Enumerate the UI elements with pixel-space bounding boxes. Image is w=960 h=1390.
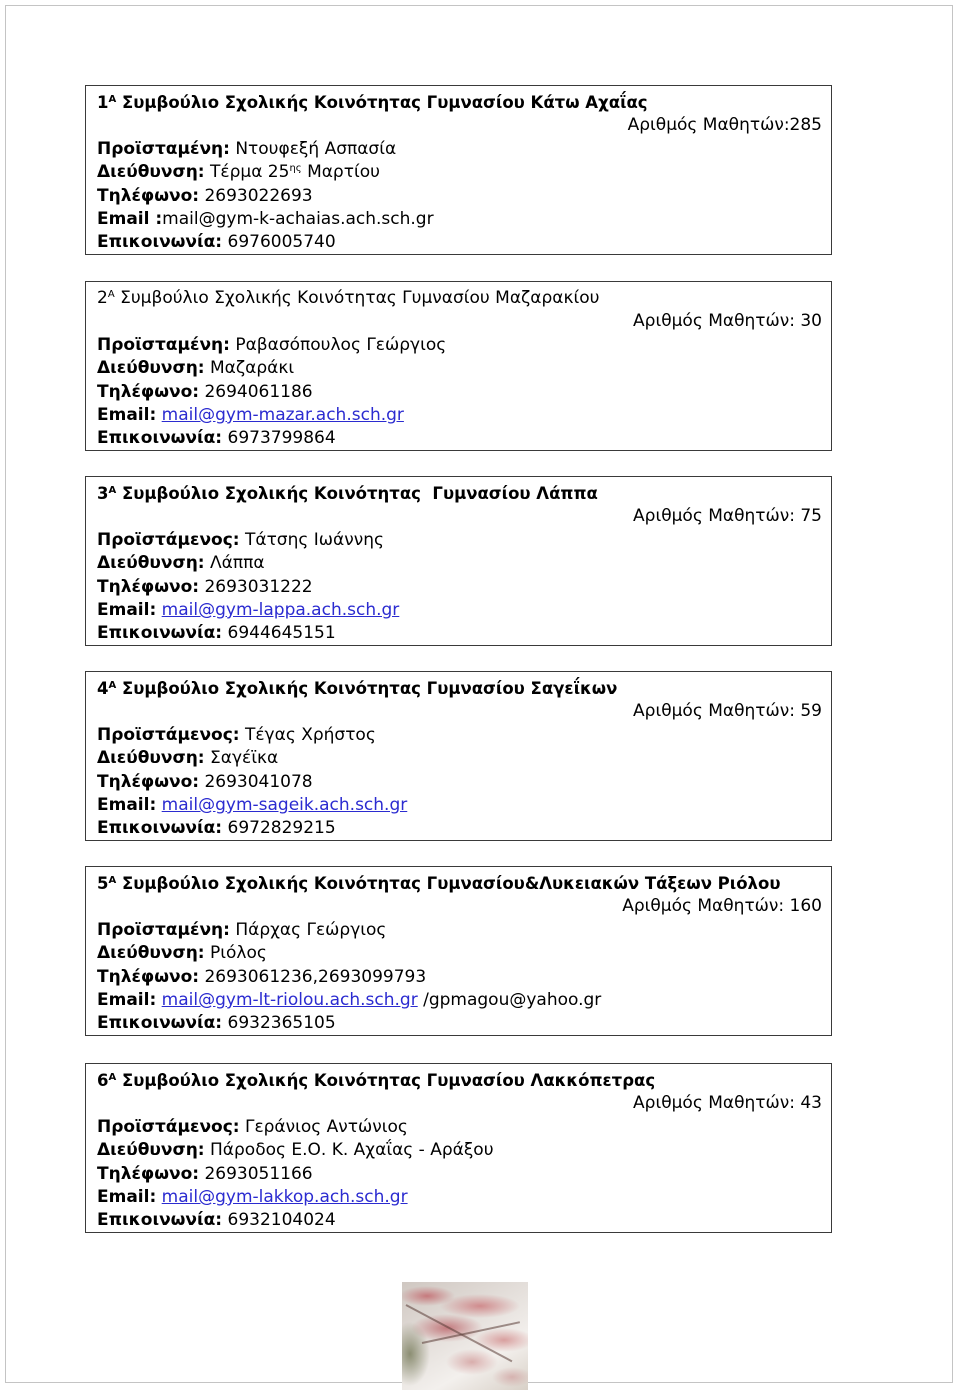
head-name: Ραβασόπουλος Γεώργιος <box>235 334 447 355</box>
contact-row <box>97 622 822 645</box>
address-row <box>97 357 822 380</box>
council-number-superscript: Α <box>108 875 117 886</box>
address-value: Πάροδος Ε.Ο. Κ. Αχαΐας - Αράξου <box>210 1140 494 1161</box>
head-name: Τέγας Χρήστος <box>244 724 376 745</box>
council-title <box>97 482 822 505</box>
council-number-superscript: Α <box>108 680 117 691</box>
address-label: Διεύθυνση: <box>97 553 205 574</box>
email-label: Email: <box>97 794 157 815</box>
council-number: 3 <box>97 484 109 503</box>
contact-value: 6932104024 <box>227 1210 336 1231</box>
contact-value: 6944645151 <box>227 623 336 644</box>
phone-value: 2693061236,2693099793 <box>204 966 427 987</box>
email-row <box>97 404 822 427</box>
email-value: mail@gym-k-achaias.ach.sch.gr <box>162 208 434 229</box>
email-link[interactable]: mail@gym-lt-riolou.ach.sch.gr <box>161 989 418 1010</box>
student-count: Αριθμός Μαθητών: 59 <box>633 701 822 722</box>
council-box-1 <box>85 85 832 255</box>
address-label: Διεύθυνση: <box>97 358 205 379</box>
council-box-3 <box>85 476 832 646</box>
contact-row <box>97 231 822 254</box>
phone-label: Τηλέφωνο: <box>97 1163 200 1184</box>
phone-label: Τηλέφωνο: <box>97 771 200 792</box>
email-label: Email: <box>97 404 157 425</box>
contact-row <box>97 1012 822 1035</box>
phone-label: Τηλέφωνο: <box>97 966 200 987</box>
address-value: Μαζαράκι <box>210 358 295 379</box>
contact-label: Επικοινωνία: <box>97 623 223 644</box>
council-box-4 <box>85 671 832 841</box>
email-label: Email: <box>97 599 157 620</box>
council-title <box>97 872 822 895</box>
council-title <box>97 677 822 700</box>
email-secondary: /gpmagou@yahoo.gr <box>423 989 602 1010</box>
head-label: Προϊστάμενος: <box>97 1116 240 1137</box>
email-link[interactable]: mail@gym-mazar.ach.sch.gr <box>161 404 404 425</box>
address-value-tail: Μαρτίου <box>307 162 380 183</box>
phone-row <box>97 576 822 599</box>
phone-value: 2693041078 <box>204 771 313 792</box>
head-name: Ντουφεξή Ασπασία <box>235 138 397 159</box>
head-row <box>97 1116 822 1139</box>
head-name: Πάρχας Γεώργιος <box>235 919 387 940</box>
contact-label: Επικοινωνία: <box>97 1013 223 1034</box>
phone-label: Τηλέφωνο: <box>97 185 200 206</box>
council-name: Συμβούλιο Σχολικής Κοινότητας Γυμνασίου Κάτω Αχαΐας <box>121 93 648 112</box>
email-row <box>97 989 822 1012</box>
phone-row <box>97 966 822 989</box>
phone-row <box>97 185 822 208</box>
contact-row <box>97 427 822 450</box>
council-number: 1 <box>97 93 109 112</box>
council-number-superscript: Α <box>108 1072 117 1083</box>
phone-value: 2693031222 <box>204 576 313 597</box>
head-label: Προϊσταμένη: <box>97 334 230 355</box>
council-number: 6 <box>97 1071 109 1090</box>
head-label: Προϊστάμενος: <box>97 724 240 745</box>
council-name: Συμβούλιο Σχολικής Κοινότητας Γυμνασίου Μαζαρακίου <box>120 288 600 308</box>
phone-row <box>97 1163 822 1186</box>
phone-value: 2694061186 <box>204 381 313 402</box>
council-number-superscript: Α <box>108 94 117 105</box>
council-title <box>97 287 822 310</box>
contact-label: Επικοινωνία: <box>97 232 223 253</box>
head-row <box>97 724 822 747</box>
email-row <box>97 1186 822 1209</box>
email-link[interactable]: mail@gym-lakkop.ach.sch.gr <box>161 1186 408 1207</box>
council-name: Συμβούλιο Σχολικής Κοινότητας Γυμνασίου Λάππα <box>121 484 598 503</box>
email-label: Email : <box>97 208 163 229</box>
phone-row <box>97 771 822 794</box>
address-value: Ριόλος <box>210 943 267 964</box>
head-row <box>97 529 822 552</box>
council-title <box>97 1069 822 1092</box>
head-label: Προϊσταμένη: <box>97 919 230 940</box>
address-row <box>97 942 822 965</box>
email-label: Email: <box>97 989 157 1010</box>
head-label: Προϊσταμένη: <box>97 138 230 159</box>
contact-label: Επικοινωνία: <box>97 428 223 449</box>
head-label: Προϊστάμενος: <box>97 529 240 550</box>
email-label: Email: <box>97 1186 157 1207</box>
student-count: Αριθμός Μαθητών: 43 <box>633 1093 822 1114</box>
contact-label: Επικοινωνία: <box>97 818 223 839</box>
phone-label: Τηλέφωνο: <box>97 381 200 402</box>
contact-value: 6932365105 <box>227 1013 336 1034</box>
address-row <box>97 552 822 575</box>
council-number-superscript: Α <box>108 485 117 496</box>
address-label: Διεύθυνση: <box>97 1140 205 1161</box>
contact-value: 6973799864 <box>227 428 336 449</box>
email-row <box>97 208 822 231</box>
student-count: Αριθμός Μαθητών:285 <box>627 115 822 136</box>
contact-row <box>97 1209 822 1232</box>
address-row <box>97 161 822 184</box>
address-label: Διεύθυνση: <box>97 943 205 964</box>
email-row <box>97 599 822 622</box>
council-number: 4 <box>97 679 109 698</box>
address-value: Λάππα <box>210 553 265 574</box>
student-count: Αριθμός Μαθητών: 75 <box>633 506 822 527</box>
council-name: Συμβούλιο Σχολικής Κοινότητας Γυμνασίου Λακκόπετρας <box>121 1071 656 1090</box>
contact-row <box>97 817 822 840</box>
email-link[interactable]: mail@gym-sageik.ach.sch.gr <box>161 794 408 815</box>
council-number: 5 <box>97 874 109 893</box>
address-ordinal-superscript: ης <box>289 163 302 175</box>
address-label: Διεύθυνση: <box>97 748 205 769</box>
address-value: Σαγέϊκα <box>210 748 279 769</box>
contact-value: 6972829215 <box>227 818 336 839</box>
contact-label: Επικοινωνία: <box>97 1210 223 1231</box>
council-title <box>97 91 822 114</box>
address-value: Τέρμα 25 <box>210 162 290 183</box>
address-row <box>97 747 822 770</box>
head-row <box>97 919 822 942</box>
council-box-2 <box>85 281 832 451</box>
council-box-5 <box>85 866 832 1036</box>
address-label: Διεύθυνση: <box>97 162 205 183</box>
council-box-6 <box>85 1063 832 1233</box>
student-count: Αριθμός Μαθητών: 160 <box>622 896 822 917</box>
head-name: Τάτσης Ιωάννης <box>244 529 384 550</box>
email-link[interactable]: mail@gym-lappa.ach.sch.gr <box>161 599 400 620</box>
head-name: Γεράνιος Αντώνιος <box>244 1116 408 1137</box>
contact-value: 6976005740 <box>227 232 336 253</box>
email-row <box>97 794 822 817</box>
council-name: Συμβούλιο Σχολικής Κοινότητας Γυμνασίου Σαγεΐκων <box>121 679 618 698</box>
blossom-photo <box>402 1282 528 1390</box>
phone-label: Τηλέφωνο: <box>97 576 200 597</box>
head-row <box>97 334 822 357</box>
council-number: 2 <box>97 288 108 308</box>
council-number-superscript: Α <box>107 289 115 300</box>
phone-row <box>97 381 822 404</box>
council-name: Συμβούλιο Σχολικής Κοινότητας Γυμνασίου&Λυκειακών Τάξεων Ριόλου <box>121 874 781 893</box>
student-count: Αριθμός Μαθητών: 30 <box>633 311 822 332</box>
head-row <box>97 138 822 161</box>
address-row <box>97 1139 822 1162</box>
phone-value: 2693022693 <box>204 185 313 206</box>
phone-value: 2693051166 <box>204 1163 313 1184</box>
